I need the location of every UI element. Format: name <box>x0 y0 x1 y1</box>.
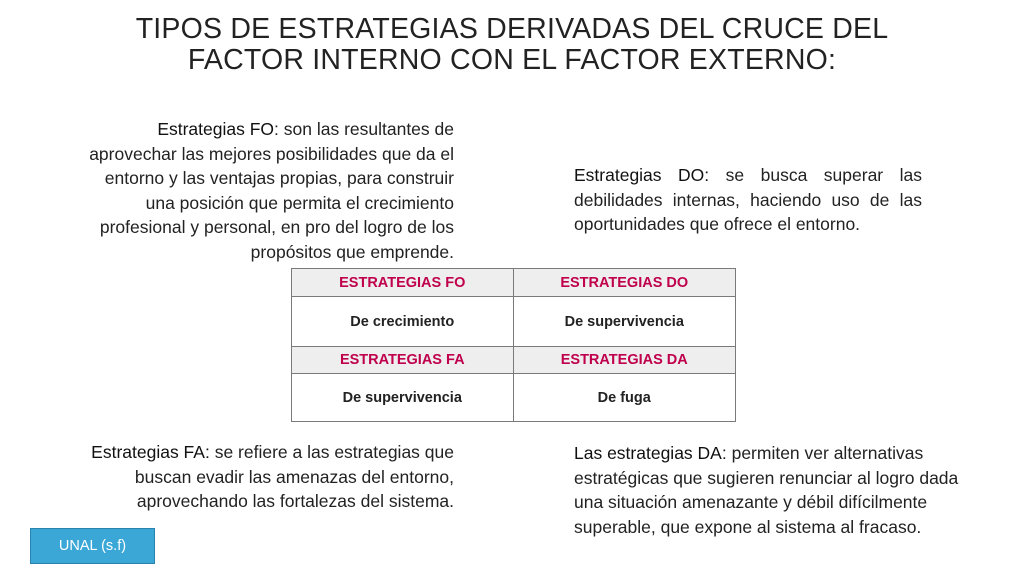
strategy-do-text: se busca superar las debilidades internas, haciendo uso de las oportunidades que ofrece el entorno. <box>574 165 922 234</box>
strategy-da-term: Las estrategias DA <box>574 443 722 463</box>
matrix-value-da: De fuga <box>514 374 736 421</box>
strategy-do-description <box>574 163 922 237</box>
strategy-da-text: : permiten ver alternativas estratégicas que sugieren renunciar al logro dada una situación amenazante y débil difícilmente superable, que expone al sistema al fracaso. <box>574 443 959 537</box>
matrix-header-fo: ESTRATEGIAS FO <box>292 269 514 297</box>
matrix-header-fa: ESTRATEGIAS FA <box>292 347 514 374</box>
matrix-value-fo: De crecimiento <box>292 297 514 347</box>
matrix-value-fa: De supervivencia <box>292 374 514 421</box>
strategy-fa-description <box>60 440 454 514</box>
strategy-fo-description <box>80 117 454 264</box>
strategy-fo-text: : son las resultantes de aprovechar las mejores posibilidades que da el entorno y las ventajas propias, para construir una posición que permita el crecimiento profesional y personal, en pro del logro de los propósitos que emprende. <box>89 119 454 262</box>
matrix-value-do: De supervivencia <box>514 297 736 347</box>
strategy-fo-term: Estrategias FO <box>157 119 275 139</box>
strategy-matrix <box>291 268 736 422</box>
strategy-fa-text: se refiere a las estrategias que buscan evadir las amenazas del entorno, aprovechando las fortalezas del sistema. <box>134 442 454 511</box>
matrix-header-da: ESTRATEGIAS DA <box>514 347 736 374</box>
strategy-do-term: Estrategias DO: <box>574 165 710 185</box>
citation-box: UNAL (s.f) <box>30 528 155 564</box>
page-title: TIPOS DE ESTRATEGIAS DERIVADAS DEL CRUCE DEL FACTOR INTERNO CON EL FACTOR EXTERNO: <box>135 13 889 76</box>
strategy-fa-term: Estrategias FA: <box>91 442 210 462</box>
matrix-header-do: ESTRATEGIAS DO <box>514 269 736 297</box>
strategy-da-description <box>574 441 974 539</box>
